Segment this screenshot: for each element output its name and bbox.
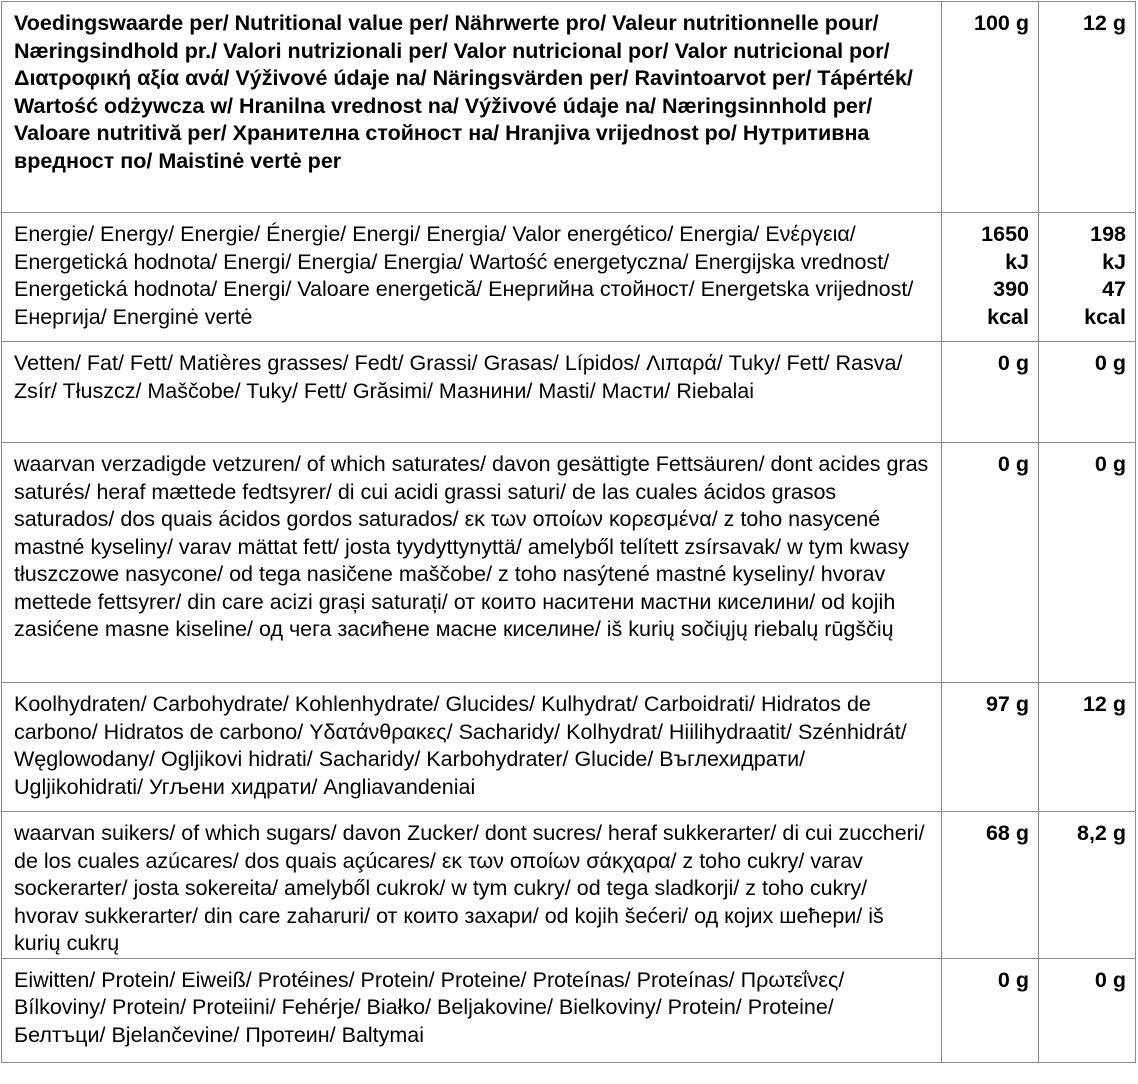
saturates-100g-cell bbox=[942, 443, 1039, 683]
energy-100g-cell bbox=[942, 213, 1039, 342]
sugars-12g-value: 8,2 g bbox=[1077, 821, 1126, 845]
sugars-100g-cell bbox=[942, 812, 1039, 959]
saturates-label: waarvan verzadigde vetzuren/ of which saturates/ davon gesättigte Fettsäuren/ dont acides gras saturés/ heraf mættede fedtsyrer/ di cui acidi grassi saturi/ de las cuales ácidos grasos saturados/ dos quais ácidos gordos saturados/ εκ των οποίων κορεσμένα/ z toho nasycené mastné kyseliny/ varav mättat fett/ josta tyydyttynyttä/ amelyből telített zsírsavak/ w tym kwasy tłuszczowe nasycone/ od tega nasičene maščobe/ z toho nasýtené mastné kyseliny/ hvorav mettede fettsyrer/ din care acizi grași saturați/ от които наситени мастни киселини/ od kojih zasićene masne kiseline/ од чега засићене масне киселине/ iš kurių sočiųjų riebalų rūgščių bbox=[14, 452, 929, 641]
fat-label: Vetten/ Fat/ Fett/ Matières grasses/ Fedt/ Grassi/ Grasas/ Lípidos/ Λιπαρά/ Tuky/ Fett/ Rasva/ Zsír/ Tłuszcz/ Maščobe/ Tuky/ Fett/ Grăsimi/ Мазнини/ Masti/ Масти/ Riebalai bbox=[14, 351, 903, 403]
header-label-cell bbox=[2, 2, 942, 213]
energy-12g-kcal-unit: kcal bbox=[1084, 304, 1126, 329]
carbohydrate-12g-value: 12 g bbox=[1082, 692, 1126, 716]
carbohydrate-100g-cell bbox=[942, 683, 1039, 812]
energy-100g-kj-unit: kJ bbox=[1005, 249, 1029, 274]
energy-row bbox=[2, 213, 1136, 342]
sugars-row bbox=[2, 812, 1136, 959]
carbohydrate-100g-value: 97 g bbox=[985, 692, 1029, 716]
saturates-100g-value: 0 g bbox=[997, 452, 1029, 476]
energy-12g-kj-num: 198 bbox=[1090, 222, 1126, 246]
carbohydrate-label-cell bbox=[2, 683, 942, 812]
energy-label-cell bbox=[2, 213, 942, 342]
protein-row bbox=[2, 958, 1136, 1062]
saturates-12g-cell bbox=[1039, 443, 1136, 683]
fat-label-cell bbox=[2, 342, 942, 443]
header-100g-cell bbox=[942, 2, 1039, 213]
protein-12g-value: 0 g bbox=[1094, 967, 1126, 992]
energy-100g-kj-num: 1650 bbox=[981, 222, 1029, 246]
saturates-12g-value: 0 g bbox=[1094, 452, 1126, 476]
header-row bbox=[2, 2, 1136, 213]
energy-100g-value bbox=[942, 213, 1038, 331]
protein-label-cell bbox=[2, 958, 942, 1062]
protein-12g-cell bbox=[1039, 958, 1136, 1062]
fat-100g-cell bbox=[942, 342, 1039, 443]
energy-12g-value bbox=[1039, 213, 1135, 331]
sugars-12g-cell bbox=[1039, 812, 1136, 959]
fat-12g-cell bbox=[1039, 342, 1136, 443]
protein-label: Eiwitten/ Protein/ Eiweiß/ Protéines/ Protein/ Proteine/ Proteínas/ Proteínas/ Πρωτεΐνες/ Bílkoviny/ Protein/ Proteiini/ Fehérje/ Białko/ Beljakovine/ Bielkoviny/ Protein/ Proteine/ Белтъци/ Bjelančevine/ Протеин/ Baltymai bbox=[14, 967, 845, 1047]
header-100g: 100 g bbox=[974, 11, 1029, 35]
carbohydrate-row bbox=[2, 683, 1136, 812]
energy-100g-kcal-unit: kcal bbox=[987, 304, 1029, 329]
fat-100g-value: 0 g bbox=[997, 351, 1029, 375]
protein-100g-value: 0 g bbox=[997, 967, 1029, 992]
carbohydrate-label: Koolhydraten/ Carbohydrate/ Kohlenhydrate/ Glucides/ Kulhydrat/ Carboidrati/ Hidratos de carbono/ Hidratos de carbono/ Υδατάνθρακες/ Sacharidy/ Kolhydrat/ Hiilihydraatit/ Szénhidrát/ Węglowodany/ Ogljikovi hidrati/ Sacharidy/ Karbohydrater/ Glucide/ Въглехидрати/ Ugljikohidrati/ Угљени хидрати/ Angliavandeniai bbox=[14, 692, 907, 799]
header-label: Voedingswaarde per/ Nutritional value per/ Nährwerte pro/ Valeur nutritionnelle pour/ Næringsindhold pr./ Valori nutrizionali per/ Valor nutricional por/ Valor nutricional por/ Διατροφική αξία ανά/ Výživové údaje na/ Näringsvärden per/ Ravintoarvot per/ Tápérték/ Wartość odżywcza w/ Hranilna vrednost na/ Výživové údaje na/ Næringsinnhold per/ Valoare nutritivă per/ Хранителна стойност на/ Hranjiva vrijednost po/ Нутритивна вредност по/ Maistinė vertė per bbox=[14, 11, 913, 173]
energy-12g-cell bbox=[1039, 213, 1136, 342]
sugars-100g-value: 68 g bbox=[985, 821, 1029, 845]
protein-100g-cell bbox=[942, 958, 1039, 1062]
fat-12g-value: 0 g bbox=[1094, 351, 1126, 375]
carbohydrate-12g-cell bbox=[1039, 683, 1136, 812]
sugars-label: waarvan suikers/ of which sugars/ davon Zucker/ dont sucres/ heraf sukkerarter/ di cui zuccheri/ de los cuales azúcares/ dos quais açúcares/ εκ των οποίων σάκχαρα/ z toho cukry/ varav sockerarter/ josta sokereita/ amelyből cukrok/ w tym cukry/ od tega sladkorji/ z toho cukry/ hvorav sukkerarter/ din care zaharuri/ от които захари/ od kojih šećeri/ од којих шећери/ iš kurių cukrų bbox=[14, 821, 925, 955]
saturates-label-cell bbox=[2, 443, 942, 683]
energy-12g-kj-unit: kJ bbox=[1102, 249, 1126, 274]
energy-100g-kcal-num: 390 bbox=[993, 277, 1029, 301]
energy-12g-kcal-num: 47 bbox=[1102, 277, 1126, 301]
sugars-label-cell bbox=[2, 812, 942, 959]
energy-label: Energie/ Energy/ Energie/ Énergie/ Energi/ Energia/ Valor energético/ Energia/ Ενέργεια/ Energetická hodnota/ Energi/ Energia/ Energia/ Wartość energetyczna/ Energijska vrednost/ Energetická hodnota/ Energi/ Valoare energetică/ Енергийна стойност/ Energetska vrijednost/ Енергија/ Energinė vertė bbox=[14, 222, 914, 329]
header-12g-cell bbox=[1039, 2, 1136, 213]
saturates-row bbox=[2, 443, 1136, 683]
nutrition-table bbox=[1, 1, 1136, 1063]
fat-row bbox=[2, 342, 1136, 443]
header-12g: 12 g bbox=[1082, 11, 1126, 35]
